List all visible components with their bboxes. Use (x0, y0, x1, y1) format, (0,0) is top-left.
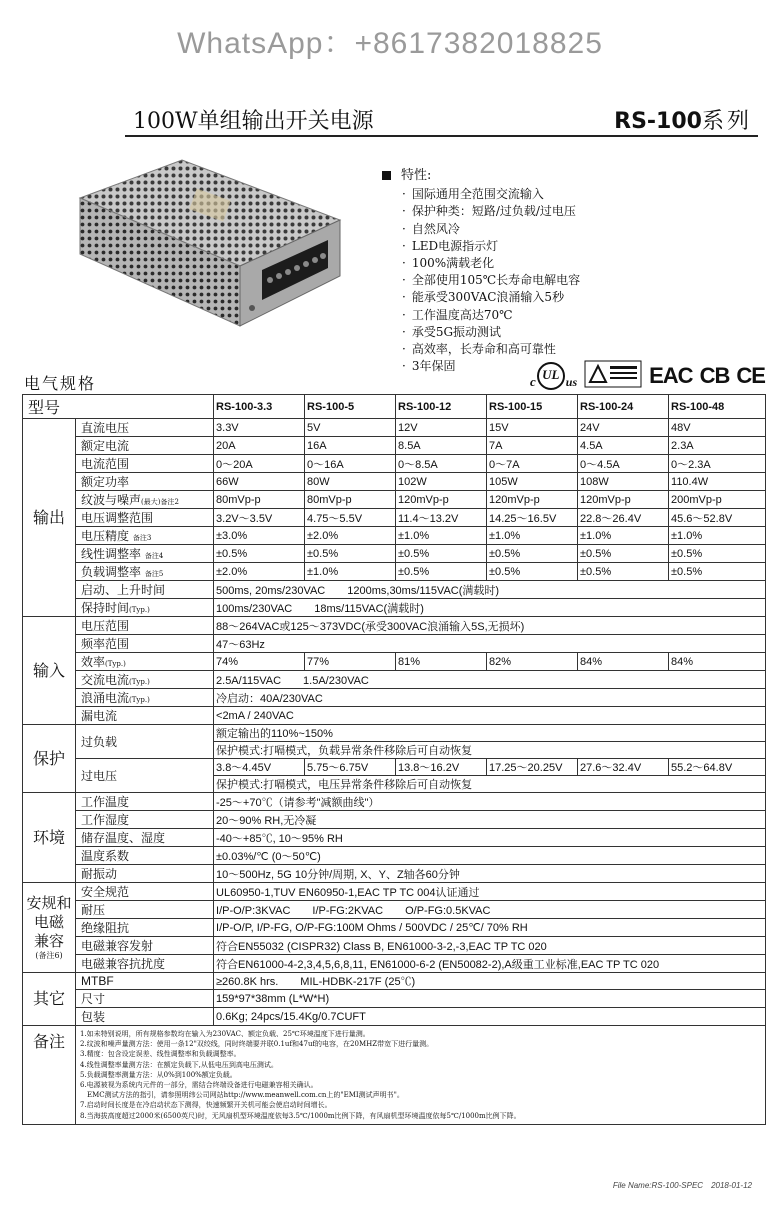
table-row (23, 509, 766, 527)
value-cell: 13.8～16.2V (396, 759, 487, 776)
value-cell: 77% (305, 653, 396, 671)
value-cell: ±0.5% (669, 563, 766, 581)
row-label: 电磁兼容抗扰度 (76, 955, 214, 973)
value-cell: ±0.5% (487, 545, 578, 563)
value-cell: ±2.0% (214, 563, 305, 581)
table-row (23, 581, 766, 599)
certification-logos (530, 360, 765, 392)
row-label: MTBF (76, 973, 214, 990)
table-row (23, 937, 766, 955)
model-cell: RS-100-5 (305, 395, 396, 419)
value-cell: 0～20A (214, 455, 305, 473)
value-cell: ±2.0% (305, 527, 396, 545)
feature-item: · LED电源指示灯 (402, 238, 580, 255)
value-cell: 0～8.5A (396, 455, 487, 473)
row-label: 电磁兼容发射 (76, 937, 214, 955)
value-cell: ±0.5% (487, 563, 578, 581)
value-cell: 0～2.3A (669, 455, 766, 473)
group-output: 输出 (23, 419, 76, 617)
row-label: 过负载 (76, 725, 214, 759)
model-label: 型号 (23, 395, 214, 419)
table-row (23, 725, 766, 742)
series-title (614, 104, 752, 135)
group-others: 其它 (23, 973, 76, 1026)
ce-logo: CE (736, 363, 765, 388)
model-cell: RS-100-3.3 (214, 395, 305, 419)
group-protection: 保护 (23, 725, 76, 793)
value-cell: ±1.0% (487, 527, 578, 545)
value-cell: 4.75～5.5V (305, 509, 396, 527)
note-line: 5.负载调整率测量方法：从0%到100%额定负载。 (80, 1070, 237, 1079)
value-cell: 保护模式:打嗝模式，负载异常条件移除后可自动恢复 (214, 742, 766, 759)
table-row (23, 829, 766, 847)
feature-item: · 国际通用全范围交流输入 (402, 186, 580, 203)
row-label: 直流电压 (76, 419, 214, 437)
value-cell: 100ms/230VAC 18ms/115VAC(满载时) (214, 599, 766, 617)
notes-row (23, 1026, 766, 1125)
file-name: File Name:RS-100-SPEC 2018-01-12 (612, 1181, 752, 1190)
note-line: 1.如未特别说明，所有规格参数均在输入为230VAC、额定负载、25℃环境温度下进行量测。 (80, 1030, 370, 1038)
value-cell: 84% (669, 653, 766, 671)
row-label: 安全规范 (76, 883, 214, 901)
value-cell: 3.8～4.45V (214, 759, 305, 776)
features-heading: 特性: (401, 168, 432, 183)
model-cell: RS-100-15 (487, 395, 578, 419)
row-label: 浪涌电流(Typ.) (76, 689, 214, 707)
note-line: 7.启动时间长度是在冷启动状态下测得，快速频繁开关机可能会使启动时间增长。 (80, 1101, 332, 1110)
feature-item: · 能承受300VAC浪涌输入5秒 (402, 289, 580, 306)
table-row (23, 955, 766, 973)
table-row (23, 473, 766, 491)
tuv-logo (584, 360, 642, 392)
value-cell: -40～+85℃, 10～95% RH (214, 829, 766, 847)
value-cell: 105W (487, 473, 578, 491)
group-input: 输入 (23, 617, 76, 725)
value-cell: 20A (214, 437, 305, 455)
value-cell: <2mA / 240VAC (214, 707, 766, 725)
value-cell: 17.25～20.25V (487, 759, 578, 776)
row-label: 过电压 (76, 759, 214, 793)
value-cell: 20～90% RH,无冷凝 (214, 811, 766, 829)
model-cell: RS-100-48 (669, 395, 766, 419)
table-row (23, 491, 766, 509)
spec-table (22, 394, 766, 1125)
row-label: 效率(Typ.) (76, 653, 214, 671)
value-cell: 0.6Kg; 24pcs/15.4Kg/0.7CUFT (214, 1008, 766, 1026)
value-cell: 保护模式:打嗝模式，电压异常条件移除后可自动恢复 (214, 776, 766, 793)
row-label: 频率范围 (76, 635, 214, 653)
value-cell: 120mVp-p (396, 491, 487, 509)
series-label: 系列 (701, 109, 752, 134)
value-cell: 5.75～6.75V (305, 759, 396, 776)
group-safety-emc: 安规和 电磁 兼容 (备注6) (23, 883, 76, 973)
group-notes: 备注 (23, 1026, 76, 1125)
bullet-square-icon (382, 171, 391, 180)
value-cell: 额定输出的110%~150% (214, 725, 766, 742)
value-cell: 2.5A/115VAC 1.5A/230VAC (214, 671, 766, 689)
feature-item: · 3年保固 (402, 358, 580, 375)
row-label: 耐压 (76, 901, 214, 919)
value-cell: ±0.5% (396, 545, 487, 563)
table-row (23, 527, 766, 545)
value-cell: ±0.5% (578, 545, 669, 563)
row-label: 启动、上升时间 (76, 581, 214, 599)
feature-item: · 工作温度高达70℃ (402, 307, 580, 324)
table-row (23, 689, 766, 707)
row-label: 工作温度 (76, 793, 214, 811)
table-row (23, 919, 766, 937)
value-cell: 110.4W (669, 473, 766, 491)
table-row (23, 419, 766, 437)
eac-logo: EAC (649, 363, 693, 388)
ul-logo: c UL us (530, 362, 577, 390)
note-line: 4.线性调整率量测方法：在额定负载下,从低电压到高电压测试。 (80, 1060, 278, 1069)
row-label: 漏电流 (76, 707, 214, 725)
value-cell: ±0.5% (578, 563, 669, 581)
table-row (23, 847, 766, 865)
value-cell: ±0.5% (214, 545, 305, 563)
table-row (23, 455, 766, 473)
value-cell: ±0.03%/℃ (0～50℃) (214, 847, 766, 865)
features-list (382, 167, 580, 375)
table-row (23, 437, 766, 455)
value-cell: 3.2V～3.5V (214, 509, 305, 527)
value-cell: 0～7A (487, 455, 578, 473)
value-cell: 120mVp-p (578, 491, 669, 509)
note-line: 2.纹波和噪声量测方法：使用一条12"双绞线，同时终端要并联0.1uf和47uf的电容，在20MHZ带宽下进行量测。 (80, 1040, 434, 1049)
value-cell: ±1.0% (396, 527, 487, 545)
watermark: WhatsApp：+8617382018825 (177, 27, 603, 60)
row-label: 包装 (76, 1008, 214, 1026)
value-cell: 66W (214, 473, 305, 491)
table-row (23, 973, 766, 990)
group-environment: 环境 (23, 793, 76, 883)
table-row (23, 599, 766, 617)
value-cell: 47～63Hz (214, 635, 766, 653)
value-cell: 500ms, 20ms/230VAC 1200ms,30ms/115VAC(满载时) (214, 581, 766, 599)
product-image (72, 158, 352, 338)
note-line: EMC测试方法的指引，请参照明纬公司网站http://www.meanwell.com.cn上的"EMI测试声明书"。 (80, 1091, 404, 1100)
value-cell: I/P-O/P, I/P-FG, O/P-FG:100M Ohms / 500VDC / 25℃/ 70% RH (214, 919, 766, 937)
table-row (23, 811, 766, 829)
feature-item: · 保护种类：短路/过负载/过电压 (402, 203, 580, 220)
row-label: 绝缘阻抗 (76, 919, 214, 937)
table-row (23, 1008, 766, 1026)
table-row (23, 653, 766, 671)
feature-item: · 自然风冷 (402, 221, 580, 238)
feature-item: · 承受5G振动测试 (402, 324, 580, 341)
value-cell: 3.3V (214, 419, 305, 437)
value-cell: 24V (578, 419, 669, 437)
row-label: 负载调整率 备注5 (76, 563, 214, 581)
model-name: RS-100 (614, 109, 702, 134)
value-cell: 2.3A (669, 437, 766, 455)
value-cell: ±1.0% (669, 527, 766, 545)
table-row (23, 707, 766, 725)
value-cell: 7A (487, 437, 578, 455)
value-cell: 55.2～64.8V (669, 759, 766, 776)
value-cell: 120mVp-p (487, 491, 578, 509)
row-label: 交流电流(Typ.) (76, 671, 214, 689)
notes-cell (76, 1026, 766, 1125)
section-title: 电气规格 (24, 374, 97, 393)
row-label: 线性调整率 备注4 (76, 545, 214, 563)
value-cell: 15V (487, 419, 578, 437)
value-cell: ±1.0% (305, 563, 396, 581)
value-cell: 80mVp-p (214, 491, 305, 509)
table-row (23, 545, 766, 563)
feature-item: · 全部使用105℃长寿命电解电容 (402, 272, 580, 289)
table-row (23, 635, 766, 653)
value-cell: 符合EN55032 (CISPR32) Class B, EN61000-3-2,-3,EAC TP TC 020 (214, 937, 766, 955)
value-cell: 0～16A (305, 455, 396, 473)
value-cell: ±3.0% (214, 527, 305, 545)
row-label: 尺寸 (76, 990, 214, 1008)
row-label: 电流范围 (76, 455, 214, 473)
value-cell: UL60950-1,TUV EN60950-1,EAC TP TC 004认证通过 (214, 883, 766, 901)
value-cell: 27.6～32.4V (578, 759, 669, 776)
value-cell: 108W (578, 473, 669, 491)
row-label: 电压精度 备注3 (76, 527, 214, 545)
value-cell: 符合EN61000-4-2,3,4,5,6,8,11, EN61000-6-2 (EN50082-2),A级重工业标准,EAC TP TC 020 (214, 955, 766, 973)
value-cell: 45.6～52.8V (669, 509, 766, 527)
value-cell: -25～+70℃（请参考"减额曲线"） (214, 793, 766, 811)
table-row (23, 990, 766, 1008)
value-cell: 200mVp-p (669, 491, 766, 509)
value-cell: 4.5A (578, 437, 669, 455)
table-row (23, 865, 766, 883)
table-row (23, 617, 766, 635)
note-line: 3.精度：包含设定误差、线性调整率和负载调整率。 (80, 1050, 241, 1059)
value-cell: 11.4～13.2V (396, 509, 487, 527)
model-cell: RS-100-24 (578, 395, 669, 419)
value-cell: 81% (396, 653, 487, 671)
value-cell: 48V (669, 419, 766, 437)
row-label: 纹波与噪声(最大)备注2 (76, 491, 214, 509)
value-cell: 22.8～26.4V (578, 509, 669, 527)
value-cell: ±0.5% (396, 563, 487, 581)
value-cell: 5V (305, 419, 396, 437)
feature-item: · 高效率，长寿命和高可靠性 (402, 341, 580, 358)
table-row (23, 793, 766, 811)
table-row (23, 759, 766, 776)
value-cell: 16A (305, 437, 396, 455)
value-cell: 82% (487, 653, 578, 671)
value-cell: I/P-O/P:3KVAC I/P-FG:2KVAC O/P-FG:0.5KVAC (214, 901, 766, 919)
model-cell: RS-100-12 (396, 395, 487, 419)
value-cell: 80W (305, 473, 396, 491)
value-cell: 12V (396, 419, 487, 437)
row-label: 额定功率 (76, 473, 214, 491)
row-label: 储存温度、湿度 (76, 829, 214, 847)
note-line: 8.当海拔高度超过2000米(6500英尺)时，无风扇机型环境温度依每3.5℃/1000m比例下降，有风扇机型环境温度依每5℃/1000m比例下降。 (80, 1111, 521, 1120)
row-label: 耐振动 (76, 865, 214, 883)
row-label: 温度系数 (76, 847, 214, 865)
value-cell: 159*97*38mm (L*W*H) (214, 990, 766, 1008)
value-cell: 0～4.5A (578, 455, 669, 473)
feature-item: · 100%满载老化 (402, 255, 580, 272)
row-label: 额定电流 (76, 437, 214, 455)
value-cell: 84% (578, 653, 669, 671)
table-row (23, 671, 766, 689)
note-line: 6.电源被视为系统内元件的一部分，需结合终端设备进行电磁兼容相关确认。 (80, 1081, 318, 1090)
row-label: 工作湿度 (76, 811, 214, 829)
value-cell: 88～264VAC或125～373VDC(承受300VAC浪涌输入5S,无损坏) (214, 617, 766, 635)
value-cell: 冷启动：40A/230VAC (214, 689, 766, 707)
value-cell: 10～500Hz, 5G 10分钟/周期, X、Y、Z轴各60分钟 (214, 865, 766, 883)
value-cell: ≥260.8K hrs. MIL-HDBK-217F (25℃) (214, 973, 766, 990)
value-cell: ±1.0% (578, 527, 669, 545)
row-label: 电压调整范围 (76, 509, 214, 527)
value-cell: 14.25～16.5V (487, 509, 578, 527)
table-row (23, 563, 766, 581)
title-rule (125, 135, 758, 137)
table-row (23, 883, 766, 901)
cb-logo: CB (699, 363, 730, 388)
value-cell: ±0.5% (669, 545, 766, 563)
model-row (23, 395, 766, 419)
table-row (23, 901, 766, 919)
value-cell: ±0.5% (305, 545, 396, 563)
value-cell: 74% (214, 653, 305, 671)
row-label: 电压范围 (76, 617, 214, 635)
row-label: 保持时间(Typ.) (76, 599, 214, 617)
page-title: 100W单组输出开关电源 (133, 109, 374, 134)
value-cell: 102W (396, 473, 487, 491)
value-cell: 80mVp-p (305, 491, 396, 509)
value-cell: 8.5A (396, 437, 487, 455)
